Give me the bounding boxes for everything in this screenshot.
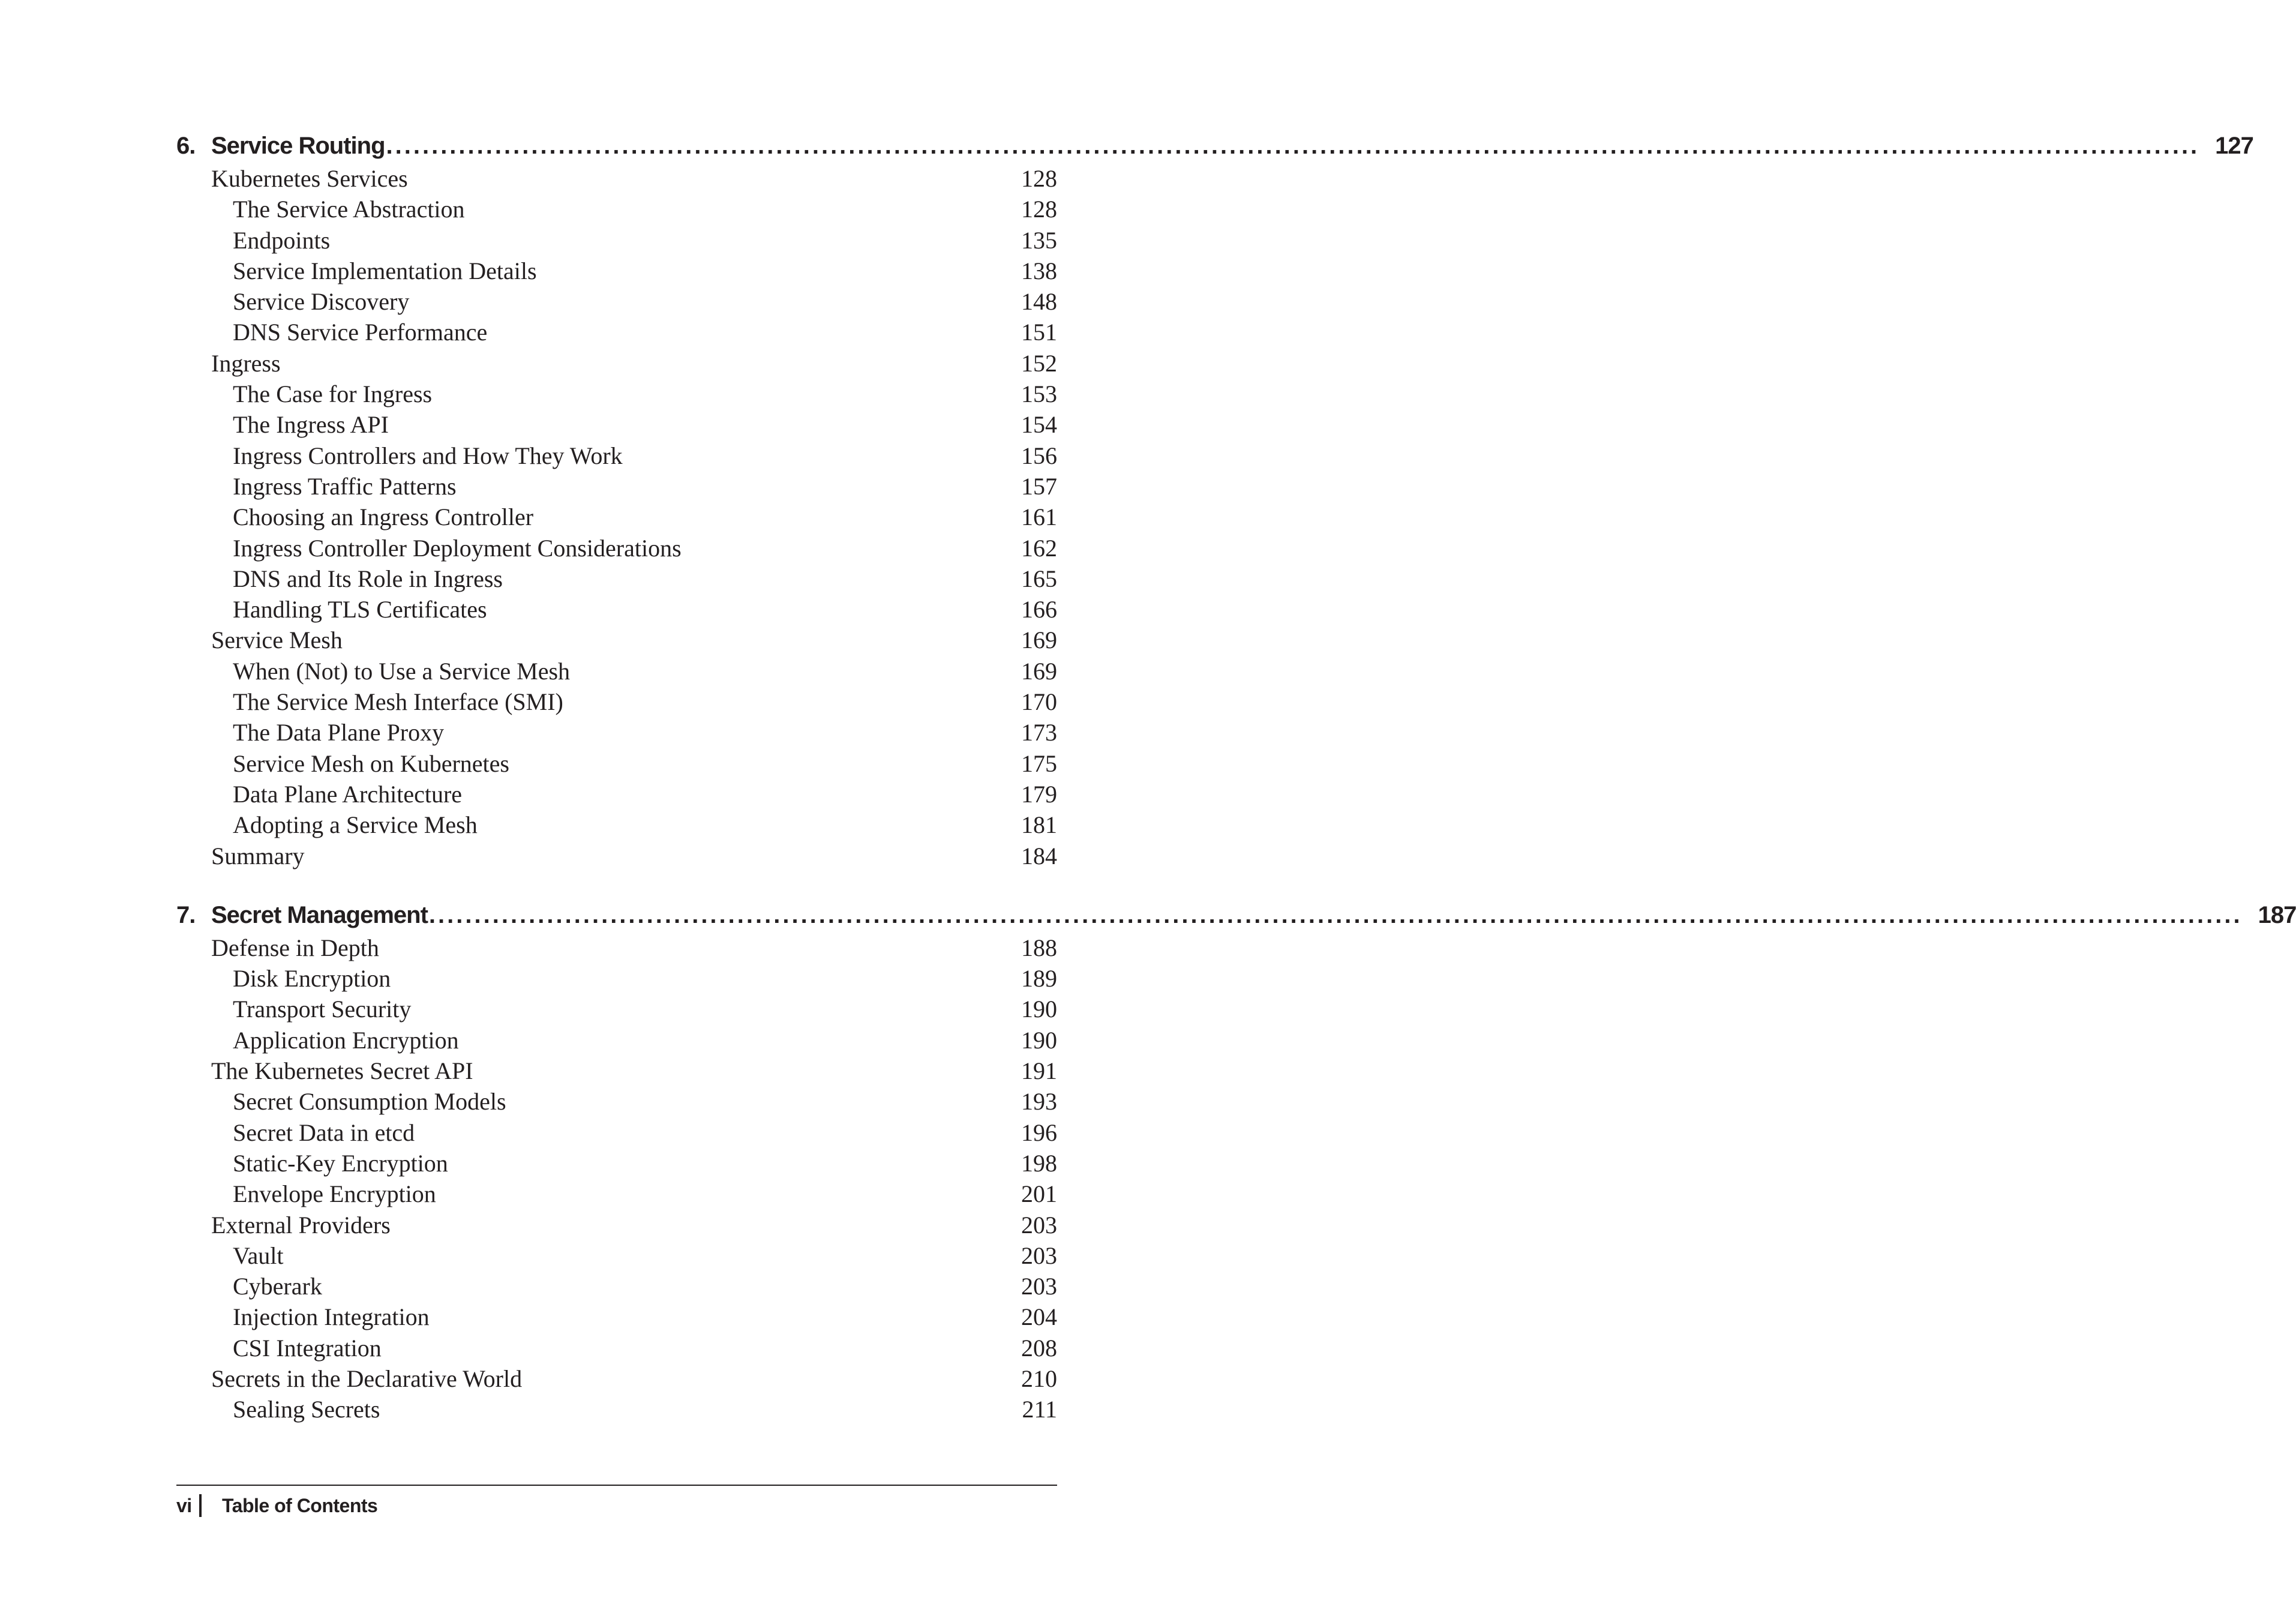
entry-page-number: 157 bbox=[1021, 472, 1057, 500]
entry-title: Service Mesh bbox=[211, 626, 343, 654]
entry-page-number: 193 bbox=[1021, 1088, 1057, 1116]
toc-section-entry[interactable] bbox=[176, 163, 1057, 194]
footer-section-title: Table of Contents bbox=[222, 1494, 378, 1516]
entry-title: Service Implementation Details bbox=[233, 257, 537, 284]
toc-subsection-entry[interactable] bbox=[176, 1302, 1057, 1332]
entry-title: Handling TLS Certificates bbox=[233, 596, 487, 623]
entry-title: Ingress Controllers and How They Work bbox=[233, 442, 623, 469]
entry-title: Data Plane Architecture bbox=[233, 780, 463, 808]
entry-title: Injection Integration bbox=[233, 1303, 430, 1331]
entry-title: External Providers bbox=[211, 1211, 391, 1239]
entry-title: The Service Abstraction bbox=[233, 196, 465, 223]
toc-subsection-entry[interactable] bbox=[176, 471, 1057, 502]
entry-title: Service Discovery bbox=[233, 288, 410, 316]
entry-page-number: 190 bbox=[1021, 1026, 1057, 1054]
toc-subsection-entry[interactable] bbox=[176, 1148, 1057, 1179]
entry-title: Disk Encryption bbox=[233, 965, 391, 993]
entry-page-number: 208 bbox=[1021, 1334, 1057, 1362]
page-footer bbox=[176, 1485, 1057, 1517]
entry-title: Secret Consumption Models bbox=[233, 1088, 506, 1116]
entry-page-number: 201 bbox=[1021, 1180, 1057, 1208]
toc-section-entry[interactable] bbox=[176, 841, 1057, 871]
entry-title: Vault bbox=[233, 1242, 284, 1269]
entry-title: Ingress Controller Deployment Considerations bbox=[233, 534, 682, 562]
chapter-number: 7. bbox=[176, 901, 196, 928]
toc-subsection-entry[interactable] bbox=[176, 533, 1057, 563]
toc-subsection-entry[interactable] bbox=[176, 686, 1057, 717]
entry-page-number: 181 bbox=[1021, 811, 1057, 839]
toc-subsection-entry[interactable] bbox=[176, 1179, 1057, 1209]
dot-leader: ........................................................................................................................................................................................................ bbox=[386, 133, 2200, 159]
toc-subsection-entry[interactable] bbox=[176, 810, 1057, 840]
entry-title: Summary bbox=[211, 842, 305, 870]
toc-subsection-entry[interactable] bbox=[176, 502, 1057, 532]
entry-title: The Case for Ingress bbox=[233, 380, 433, 408]
entry-page-number: 154 bbox=[1021, 411, 1057, 439]
toc-subsection-entry[interactable] bbox=[176, 440, 1057, 471]
entry-page-number: 138 bbox=[1021, 257, 1057, 284]
entry-title: The Service Mesh Interface (SMI) bbox=[233, 688, 563, 716]
entry-title: CSI Integration bbox=[233, 1334, 382, 1362]
entry-page-number: 198 bbox=[1021, 1149, 1057, 1177]
toc-subsection-entry[interactable] bbox=[176, 1240, 1057, 1271]
toc-subsection-entry[interactable] bbox=[176, 194, 1057, 224]
entry-title: Defense in Depth bbox=[211, 934, 379, 961]
entry-page-number: 170 bbox=[1021, 688, 1057, 716]
toc-subsection-entry[interactable] bbox=[176, 379, 1057, 409]
entry-title: DNS and Its Role in Ingress bbox=[233, 565, 503, 592]
entry-title: Application Encryption bbox=[233, 1026, 459, 1054]
chapter-title: Service Routing bbox=[211, 133, 385, 159]
entry-page-number: 175 bbox=[1021, 749, 1057, 777]
chapter-heading[interactable] bbox=[176, 898, 2296, 933]
entry-title: DNS Service Performance bbox=[233, 319, 488, 346]
toc-subsection-entry[interactable] bbox=[176, 563, 1057, 594]
toc-subsection-entry[interactable] bbox=[176, 779, 1057, 810]
toc-subsection-entry[interactable] bbox=[176, 409, 1057, 440]
entry-title: Transport Security bbox=[233, 996, 412, 1023]
entry-page-number: 148 bbox=[1021, 288, 1057, 316]
toc-subsection-entry[interactable] bbox=[176, 717, 1057, 748]
entry-page-number: 191 bbox=[1021, 1057, 1057, 1085]
toc-section-entry[interactable] bbox=[176, 1056, 1057, 1086]
toc-section-entry[interactable] bbox=[176, 625, 1057, 655]
toc-subsection-entry[interactable] bbox=[176, 1271, 1057, 1302]
entry-title: Secrets in the Declarative World bbox=[211, 1365, 523, 1392]
chapter-heading[interactable] bbox=[176, 128, 2253, 163]
entry-title: Endpoints bbox=[233, 226, 331, 254]
entry-page-number: 188 bbox=[1021, 934, 1057, 961]
toc-subsection-entry[interactable] bbox=[176, 963, 1057, 994]
entry-page-number: 156 bbox=[1021, 442, 1057, 469]
entry-page-number: 211 bbox=[1022, 1396, 1057, 1423]
entry-page-number: 196 bbox=[1021, 1119, 1057, 1146]
footer-line bbox=[176, 1494, 1057, 1517]
chapter-gap bbox=[176, 871, 1057, 898]
toc-subsection-entry[interactable] bbox=[176, 1333, 1057, 1363]
toc-subsection-entry[interactable] bbox=[176, 225, 1057, 256]
entry-title: Choosing an Ingress Controller bbox=[233, 503, 534, 531]
toc-section-entry[interactable] bbox=[176, 1363, 1057, 1394]
toc-subsection-entry[interactable] bbox=[176, 1394, 1057, 1425]
entry-page-number: 203 bbox=[1021, 1242, 1057, 1269]
toc-subsection-entry[interactable] bbox=[176, 656, 1057, 686]
entry-page-number: 128 bbox=[1021, 165, 1057, 192]
chapter-page-number: 127 bbox=[2215, 133, 2253, 159]
entry-title: Secret Data in etcd bbox=[233, 1119, 415, 1146]
entry-page-number: 166 bbox=[1021, 596, 1057, 623]
entry-page-number: 153 bbox=[1021, 380, 1057, 408]
toc-subsection-entry[interactable] bbox=[176, 1117, 1057, 1148]
entry-page-number: 169 bbox=[1021, 657, 1057, 685]
entry-page-number: 169 bbox=[1021, 626, 1057, 654]
entry-page-number: 184 bbox=[1021, 842, 1057, 870]
entry-page-number: 203 bbox=[1021, 1273, 1057, 1300]
entry-title: Static-Key Encryption bbox=[233, 1149, 448, 1177]
entry-page-number: 162 bbox=[1021, 534, 1057, 562]
toc-subsection-entry[interactable] bbox=[176, 1025, 1057, 1056]
footer-separator bbox=[199, 1494, 202, 1517]
entry-title: Cyberark bbox=[233, 1273, 322, 1300]
entry-page-number: 135 bbox=[1021, 226, 1057, 254]
table-of-contents bbox=[176, 128, 2296, 1425]
entry-title: Adopting a Service Mesh bbox=[233, 811, 478, 839]
footer-rule bbox=[176, 1485, 1057, 1486]
entry-page-number: 179 bbox=[1021, 780, 1057, 808]
entry-title: Kubernetes Services bbox=[211, 165, 408, 192]
entry-title: The Data Plane Proxy bbox=[233, 719, 445, 746]
entry-page-number: 173 bbox=[1021, 719, 1057, 746]
entry-title: Envelope Encryption bbox=[233, 1180, 436, 1208]
toc-subsection-entry[interactable] bbox=[176, 286, 1057, 317]
entry-title: Ingress bbox=[211, 349, 281, 377]
entry-title: The Ingress API bbox=[233, 411, 389, 439]
toc-subsection-entry[interactable] bbox=[176, 994, 1057, 1024]
entry-title: Service Mesh on Kubernetes bbox=[233, 749, 509, 777]
toc-section-entry[interactable] bbox=[176, 348, 1057, 379]
entry-page-number: 204 bbox=[1021, 1303, 1057, 1331]
toc-section-entry[interactable] bbox=[176, 933, 1057, 963]
entry-title: Sealing Secrets bbox=[233, 1396, 380, 1423]
chapter-title: Secret Management bbox=[211, 901, 428, 928]
entry-page-number: 190 bbox=[1021, 996, 1057, 1023]
toc-subsection-entry[interactable] bbox=[176, 1086, 1057, 1117]
entry-title: When (Not) to Use a Service Mesh bbox=[233, 657, 571, 685]
entry-page-number: 128 bbox=[1021, 196, 1057, 223]
entry-title: Ingress Traffic Patterns bbox=[233, 472, 457, 500]
entry-page-number: 189 bbox=[1021, 965, 1057, 993]
toc-subsection-entry[interactable] bbox=[176, 317, 1057, 347]
toc-subsection-entry[interactable] bbox=[176, 256, 1057, 286]
chapter-page-number: 187 bbox=[2258, 901, 2296, 928]
chapter-number: 6. bbox=[176, 133, 196, 159]
entry-page-number: 203 bbox=[1021, 1211, 1057, 1239]
toc-subsection-entry[interactable] bbox=[176, 748, 1057, 779]
entry-title: The Kubernetes Secret API bbox=[211, 1057, 473, 1085]
entry-page-number: 165 bbox=[1021, 565, 1057, 592]
entry-page-number: 161 bbox=[1021, 503, 1057, 531]
toc-subsection-entry[interactable] bbox=[176, 594, 1057, 625]
footer-page-number: vi bbox=[176, 1494, 192, 1516]
dot-leader: ........................................................................................................................................................................................................ bbox=[428, 901, 2243, 928]
entry-page-number: 152 bbox=[1021, 349, 1057, 377]
entry-page-number: 151 bbox=[1021, 319, 1057, 346]
toc-section-entry[interactable] bbox=[176, 1210, 1057, 1240]
entry-page-number: 210 bbox=[1021, 1365, 1057, 1392]
